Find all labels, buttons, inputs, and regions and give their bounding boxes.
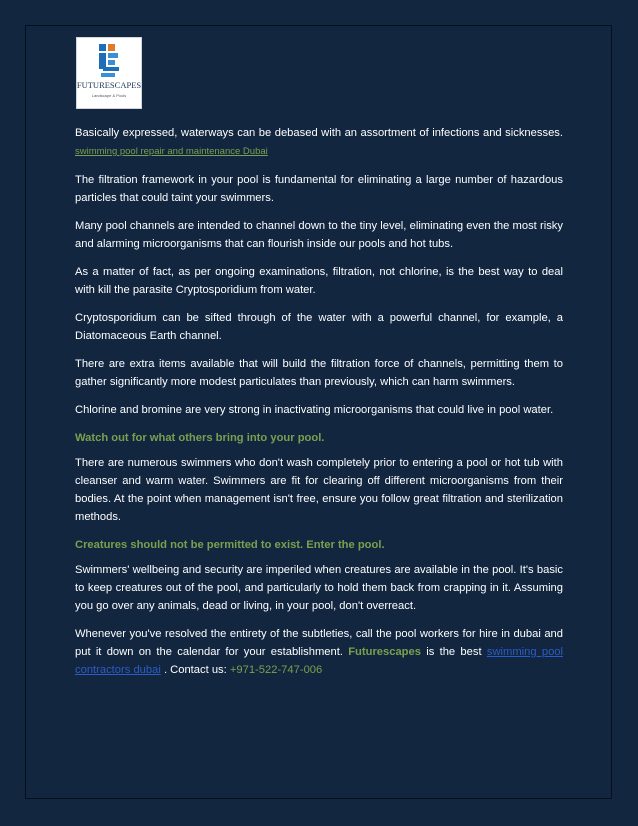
paragraph-9: Swimmers' wellbeing and security are imperiled when creatures are available in the pool. It's basic to keep creatures out of the pool, and particularly to hold them back from crapping in it. Assuming you go over any animals, dead or living, in your pool, don't overreact. — [75, 564, 563, 612]
pool-repair-link[interactable]: swimming pool repair and maintenance Dubai — [75, 146, 268, 157]
paragraph-10-text-c: . Contact us: — [163, 664, 227, 676]
futurescapes-logo-icon — [76, 37, 142, 109]
paragraph-10 — [75, 625, 563, 679]
paragraph-5: Cryptosporidium can be sifted through of the water with a powerful channel, for example, a Diatomaceous Earth channel. — [75, 312, 563, 342]
paragraph-8: There are numerous swimmers who don't wash completely prior to entering a pool or hot tub with cleanser and warm water. Swimmers are fit for clearing off different microorganisms from their bodies. At the point when management isn't free, ensure you follow great filtration and sterilization methods. — [75, 457, 563, 523]
pool-contractors-link[interactable]: swimming pool contractors dubai — [75, 646, 564, 676]
paragraph-3: Many pool channels are intended to channel down to the tiny level, eliminating even the most risky and alarming microorganisms that can flourish inside our pools and hot tubs. — [75, 220, 563, 250]
logo-tagline: Landscape & Pools — [91, 93, 127, 98]
paragraph-1-text: Basically expressed, waterways can be debased with an assortment of infections and sicknesses. — [75, 127, 563, 139]
paragraph-6: There are extra items available that will build the filtration force of channels, permitting them to gather significantly more modest particulates than previously, which can harm swimmers. — [75, 358, 563, 388]
section-heading-1: Watch out for what others bring into your pool. — [75, 432, 325, 444]
paragraph-10-text-a: Whenever you've resolved the entirety of the subtleties, call the pool workers for hire in dubai and put it down on the calendar for your establishment. — [75, 628, 563, 658]
logo-text: FUTURESCAPES — [77, 80, 141, 90]
paragraph-10-text-b: is the best — [426, 646, 482, 658]
section-heading-2: Creatures should not be permitted to exist. Enter the pool. — [75, 539, 385, 551]
paragraph-1 — [75, 124, 563, 161]
contact-phone[interactable]: +971-522-747-006 — [229, 664, 323, 676]
paragraph-4: As a matter of fact, as per ongoing examinations, filtration, not chlorine, is the best way to deal with kill the parasite Cryptosporidium from water. — [75, 266, 563, 296]
brand-name: Futurescapes — [348, 646, 421, 658]
paragraph-7: Chlorine and bromine are very strong in inactivating microorganisms that could live in pool water. — [75, 404, 554, 416]
document-body — [75, 124, 563, 689]
paragraph-2: The filtration framework in your pool is fundamental for eliminating a large number of hazardous particles that could taint your swimmers. — [75, 174, 563, 204]
